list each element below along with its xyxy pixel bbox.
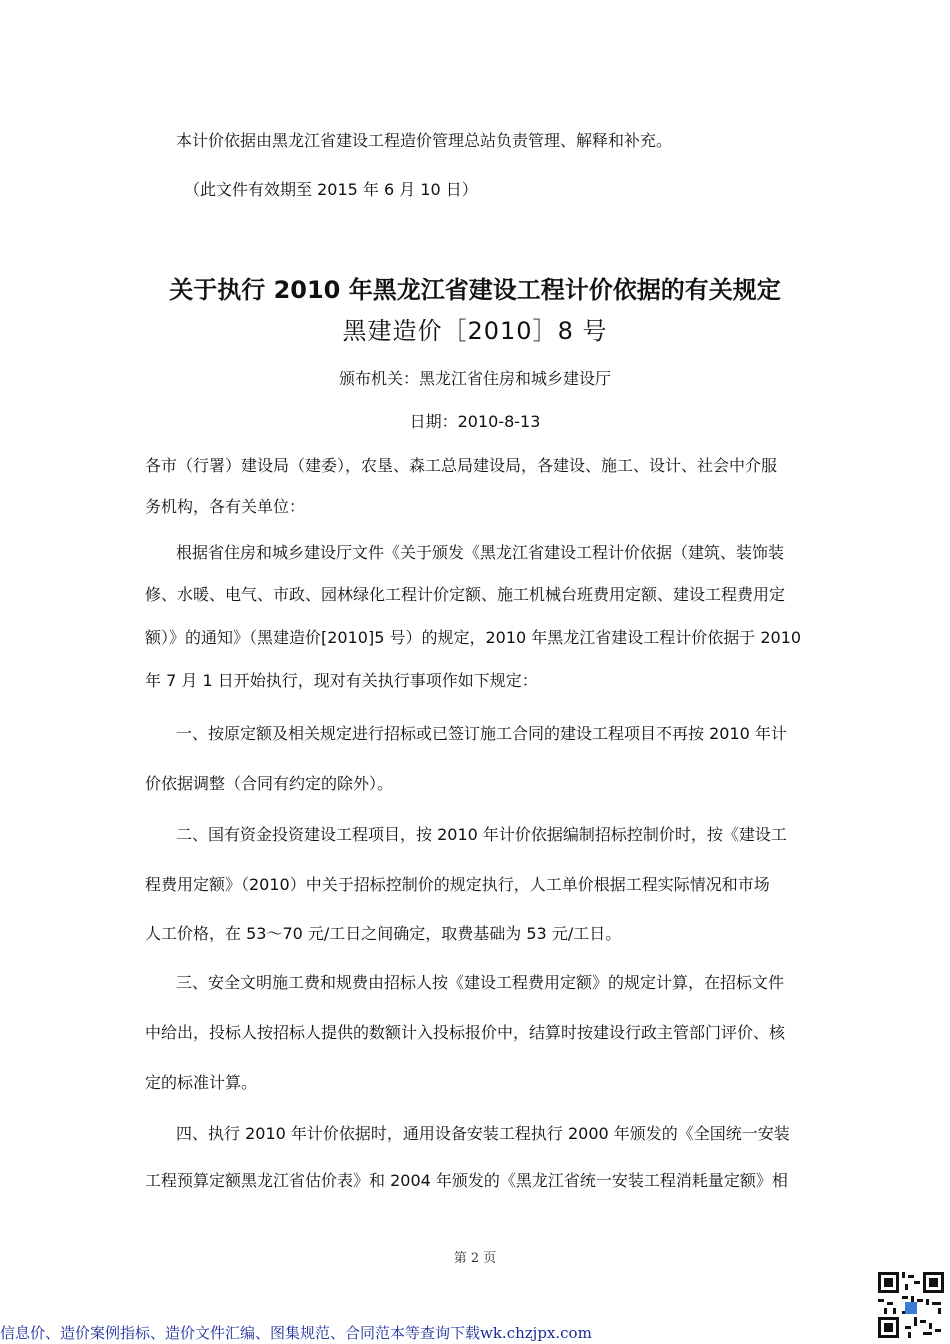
document-title: 关于执行 2010 年黑龙江省建设工程计价依据的有关规定	[169, 276, 781, 304]
document-number	[0, 315, 950, 347]
body-line: 中给出，投标人按招标人提供的数额计入投标报价中，结算时按建设行政主管部门评价、核	[145, 1023, 786, 1042]
body-line: 各市（行署）建设局（建委），农垦、森工总局建设局，各建设、施工、设计、社会中介服	[145, 456, 778, 475]
body-line: 一、按原定额及相关规定进行招标或已签订施工合同的建设工程项目不再按 2010 年计	[176, 724, 787, 743]
validity-note: （此文件有效期至 2015 年 6 月 10 日）	[184, 180, 478, 199]
management-note: 本计价依据由黑龙江省建设工程造价管理总站负责管理、解释和补充。	[176, 131, 673, 150]
qr-code-icon[interactable]	[878, 1272, 944, 1338]
document-number-text: 黑建造价［2010］8 号	[342, 317, 608, 345]
body-line: 务机构，各有关单位：	[145, 497, 306, 516]
body-line: 程费用定额》（2010）中关于招标控制价的规定执行，人工单价根据工程实际情况和市场	[145, 875, 770, 894]
body-line: 修、水暖、电气、市政、园林绿化工程计价定额、施工机械台班费用定额、建设工程费用定	[145, 585, 786, 604]
body-line: 人工价格，在 53～70 元/工日之间确定，取费基础为 53 元/工日。	[145, 924, 622, 943]
body-line: 年 7 月 1 日开始执行，现对有关执行事项作如下规定：	[145, 671, 538, 690]
body-line: 定的标准计算。	[145, 1073, 258, 1092]
body-line: 根据省住房和城乡建设厅文件《关于颁发《黑龙江省建设工程计价依据（建筑、装饰装	[176, 543, 785, 562]
body-line: 工程预算定额黑龙江省估价表》和 2004 年颁发的《黑龙江省统一安装工程消耗量定额》相	[145, 1171, 788, 1190]
body-line: 额）》的通知》（黑建造价[2010]5 号）的规定，2010 年黑龙江省建设工程计价依据于 2010	[145, 628, 802, 647]
body-line: 四、执行 2010 年计价依据时，通用设备安装工程执行 2000 年颁发的《全国统一安装	[176, 1124, 790, 1143]
body-line: 价依据调整（合同有约定的除外）。	[145, 774, 394, 793]
page-number: 第 2 页	[453, 1251, 497, 1266]
body-line: 三、安全文明施工费和规费由招标人按《建设工程费用定额》的规定计算，在招标文件	[176, 973, 785, 992]
issue-date: 日期：2010-8-13	[409, 412, 541, 431]
issuer: 颁布机关：黑龙江省住房和城乡建设厅	[338, 369, 611, 388]
body-line: 二、国有资金投资建设工程项目，按 2010 年计价依据编制招标控制价时，按《建设工	[176, 825, 787, 844]
footer-download-link[interactable]: 信息价、造价案例指标、造价文件汇编、图集规范、合同范本等查询下载wk.chzjpx.com	[0, 1324, 592, 1342]
